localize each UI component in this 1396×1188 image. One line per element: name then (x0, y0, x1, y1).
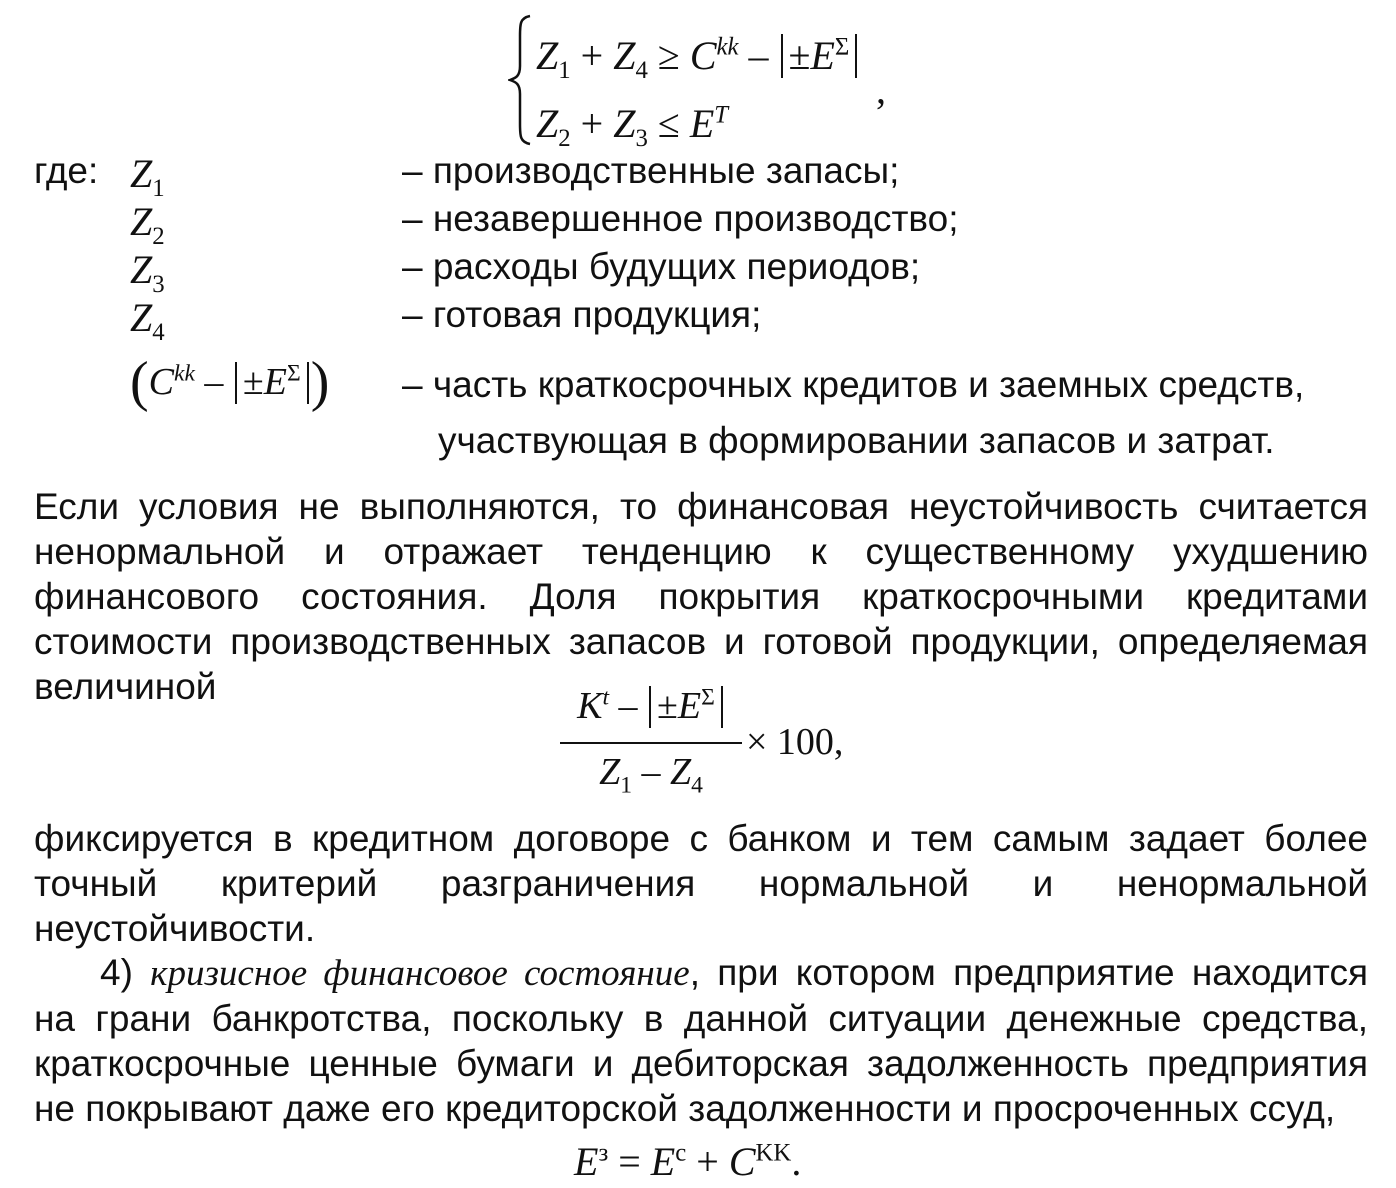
z1-subscript: 1 (620, 772, 632, 799)
plus-minus-sign: ± (242, 361, 264, 403)
italic-term: кризисное финансовое состояние (150, 953, 690, 994)
e-symbol: E (263, 361, 287, 403)
z3-symbol (130, 246, 165, 298)
z1-symbol (130, 150, 165, 202)
c-symbol: C (148, 361, 175, 403)
square-bracket-group (781, 34, 858, 78)
inequality-line-2 (536, 100, 729, 152)
definition-text-continued: участвующая в формировании запасов и затрат. (438, 420, 1275, 461)
sigma-superscript: Σ (287, 360, 301, 387)
e-symbol: E (650, 1139, 676, 1184)
symbol-letter: Z (130, 247, 153, 292)
definition-row-z2 (34, 198, 1374, 250)
z4-symbol (130, 294, 165, 346)
definition-row-credit (34, 351, 1374, 464)
fraction-bar (560, 742, 742, 744)
e-superscript: з (598, 1139, 609, 1167)
e-symbol: E (574, 1139, 599, 1184)
symbol-letter: Z (130, 151, 153, 196)
z1-symbol: Z (599, 751, 621, 793)
e-symbol: E (810, 33, 835, 78)
square-bracket-group (649, 686, 723, 728)
period: . (791, 1139, 802, 1184)
t-superscript: T (714, 101, 729, 129)
greater-equal-sign: ≥ (657, 33, 680, 78)
square-bracket-group (235, 362, 309, 404)
definition-row-z1 (34, 150, 1374, 202)
inequality-line-1 (536, 32, 859, 84)
plus-sign: + (580, 101, 604, 146)
credit-expression (130, 350, 329, 414)
sigma-superscript: Σ (834, 33, 850, 61)
definition-text: – готовая продукция; (402, 294, 762, 335)
z2-symbol: Z (536, 101, 559, 146)
z4-symbol: Z (613, 33, 636, 78)
z3-subscript: 3 (635, 125, 648, 152)
z4-symbol: Z (670, 751, 692, 793)
fraction-denominator (560, 750, 742, 799)
plus-sign: + (696, 1139, 719, 1184)
paragraph-credit-agreement: фиксируется в кредитном договоре с банком и тем самым задает более точный критерий разграничения нормальной и ненормальной неустойчивости. (34, 818, 1368, 949)
definition-row-z4 (34, 294, 1374, 346)
symbol-subscript: 1 (152, 175, 165, 202)
k-symbol: K (577, 685, 603, 727)
z2-subscript: 2 (558, 125, 571, 152)
definition-text: – расходы будущих периодов; (402, 246, 921, 287)
z1-subscript: 1 (558, 57, 571, 84)
c-superscript: kk (716, 33, 739, 61)
e-symbol: E (677, 685, 702, 727)
definition-text: – часть краткосрочных кредитов и заемных средств, (402, 364, 1305, 405)
z4-subscript: 4 (635, 57, 648, 84)
right-paren: ) (310, 351, 330, 413)
definition-row-z3 (34, 246, 1374, 298)
z2-symbol (130, 198, 165, 250)
c-symbol: C (728, 1139, 756, 1184)
symbol-subscript: 3 (152, 271, 165, 298)
paragraph-instability: Если условия не выполняются, то финансовая неустойчивость считается ненормальной и отражает тенденцию к существенному ухудшению финансового состояния. Доля покрытия краткосрочными кредитами стоимости производственных запасов и готовой продукции, определяемая величиной (34, 486, 1368, 707)
equals-sign: = (618, 1139, 641, 1184)
c-superscript: kk (174, 360, 195, 387)
fraction-numerator (560, 684, 742, 728)
symbol-subscript: 4 (152, 319, 165, 346)
plus-minus-sign: ± (657, 685, 678, 727)
minus-sign: – (618, 685, 638, 727)
paragraph-crisis-state (34, 950, 1368, 1131)
e-superscript: с (675, 1139, 687, 1167)
minus-sign: – (204, 361, 224, 403)
left-curly-brace (508, 14, 534, 146)
plus-minus-sign: ± (788, 33, 811, 78)
z3-symbol: Z (613, 101, 636, 146)
left-paren: ( (130, 351, 149, 413)
minus-sign: – (748, 33, 769, 78)
plus-sign: + (580, 33, 604, 78)
sigma-superscript: Σ (701, 684, 715, 711)
where-label: где: (34, 150, 99, 191)
e-symbol: E (689, 101, 715, 146)
inequality-system (508, 10, 908, 150)
coverage-fraction (556, 684, 856, 812)
symbol-letter: Z (130, 199, 153, 244)
symbol-letter: Z (130, 295, 153, 340)
final-formula (574, 1138, 801, 1185)
symbol-subscript: 2 (152, 223, 165, 250)
z4-subscript: 4 (691, 772, 703, 799)
system-comma: , (876, 67, 886, 112)
z1-symbol: Z (536, 33, 559, 78)
definition-text: – незавершенное производство; (402, 198, 959, 239)
k-superscript: t (602, 684, 610, 711)
c-symbol: C (689, 33, 717, 78)
less-equal-sign: ≤ (657, 101, 680, 146)
item-number: 4) (100, 952, 133, 993)
definition-text: – производственные запасы; (402, 150, 900, 191)
minus-sign: – (641, 751, 661, 793)
times-hundred: × 100, (746, 721, 844, 763)
paragraph-text: , при котором предприятие находится на грани банкротства, поскольку в данной ситуации денежные средства, краткосрочные ценные бумаги и дебиторская задолженность предприятия не покрывают даже его кредиторской задолженности и просроченных ссуд, (34, 952, 1368, 1129)
c-superscript: KK (755, 1139, 792, 1167)
